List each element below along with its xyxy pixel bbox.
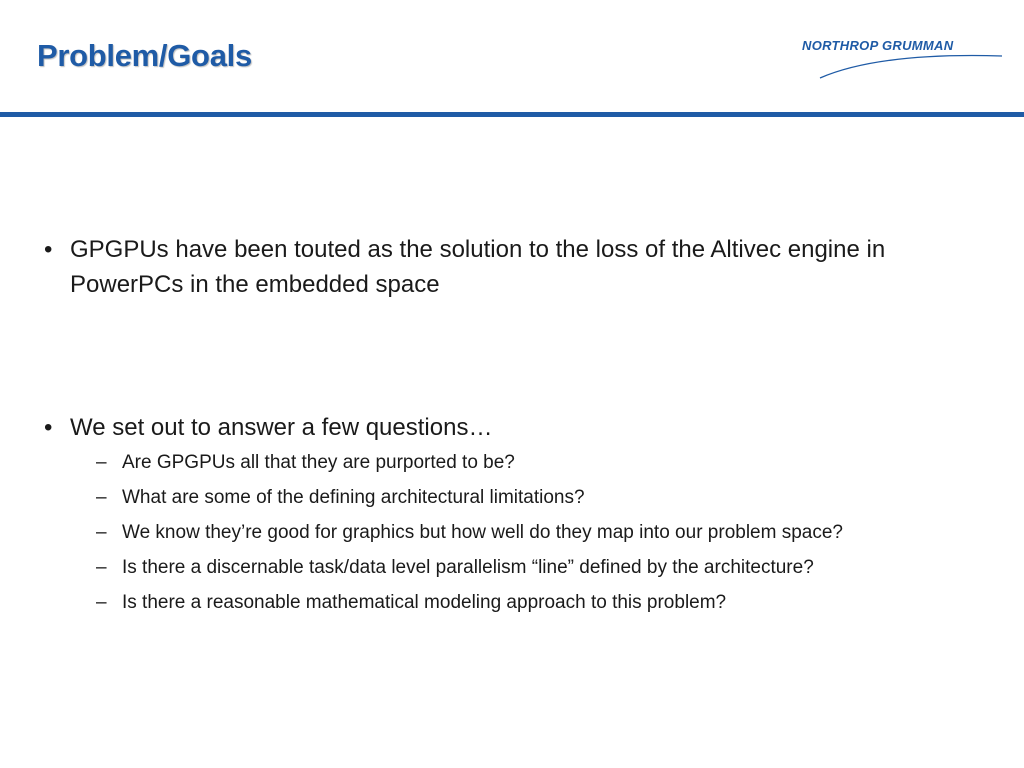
slide-content — [44, 232, 974, 624]
sub-bullet-text: Is there a reasonable mathematical modeling approach to this problem? — [122, 592, 727, 613]
dash-marker: – — [96, 452, 107, 473]
dash-marker: – — [96, 487, 107, 508]
slide-title: Problem/Goals — [37, 38, 252, 73]
northrop-grumman-logo — [796, 34, 1004, 82]
dash-marker: – — [96, 557, 107, 578]
title-divider — [0, 112, 1024, 117]
sub-bullet-text: Is there a discernable task/data level parallelism “line” defined by the architecture? — [122, 557, 814, 578]
sub-bullet-item — [96, 519, 974, 546]
bullet-text: We set out to answer a few questions… — [70, 414, 493, 441]
sub-bullet-text: Are GPGPUs all that they are purported to be? — [122, 452, 515, 473]
bullet-marker: • — [44, 236, 53, 263]
sub-bullet-text: What are some of the defining architectural limitations? — [122, 487, 585, 508]
dash-marker: – — [96, 522, 107, 543]
logo-swoosh-icon — [796, 34, 1004, 82]
dash-marker: – — [96, 592, 107, 613]
bullet-item — [44, 232, 974, 302]
sub-bullet-item — [96, 484, 974, 511]
sub-bullet-item — [96, 589, 974, 616]
bullet-text: GPGPUs have been touted as the solution to the loss of the Altivec engine in PowerPCs in the embedded space — [70, 236, 886, 298]
sub-bullet-item — [96, 449, 974, 476]
bullet-item — [44, 410, 974, 445]
sub-bullet-item — [96, 554, 974, 581]
sub-bullet-list — [44, 449, 974, 616]
sub-bullet-text: We know they’re good for graphics but how well do they map into our problem space? — [122, 522, 843, 543]
logo-wordmark: NORTHROP GRUMMAN — [802, 38, 954, 53]
bullet-marker: • — [44, 414, 53, 441]
